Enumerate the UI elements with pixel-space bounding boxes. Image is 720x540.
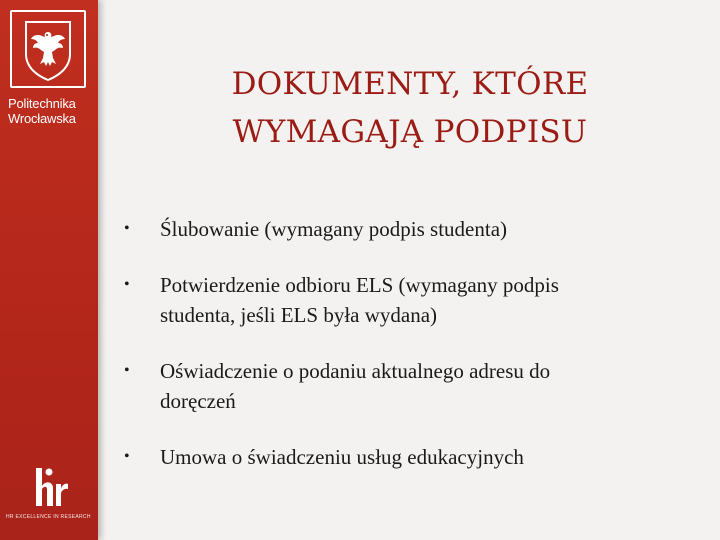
bullet-icon: • [124,362,130,379]
list-item [120,442,690,472]
bullet-text-continued: studenta, jeśli ELS była wydana) [160,303,438,327]
sidebar [0,0,98,540]
brand-line-1: Politechnika [8,96,76,111]
title-line-2: WYMAGAJĄ PODPISU [232,114,588,150]
bullet-list [120,214,690,472]
list-item [120,356,690,416]
crest-frame [10,10,86,88]
bullet-icon: • [124,276,130,293]
bullet-text: Oświadczenie o podaniu aktualnego adresu do [160,359,551,383]
bullet-text: Ślubowanie (wymagany podpis studenta) [160,217,508,241]
eagle-crest-icon [20,18,76,82]
list-item [120,214,690,244]
bullet-icon: • [124,220,130,237]
title-line-1: DOKUMENTY, KTÓRE [231,66,589,102]
hr-excellence-logo-icon [32,466,70,510]
brand-name [8,96,76,126]
bullet-text-continued: doręczeń [160,389,236,413]
page-title [140,60,680,156]
brand-line-2: Wrocławska [8,111,76,126]
list-item [120,270,690,330]
bullet-text: Potwierdzenie odbioru ELS (wymagany podpis [160,273,559,297]
bullet-icon: • [124,448,130,465]
hr-caption: HR EXCELLENCE IN RESEARCH [6,514,91,520]
bullet-text: Umowa o świadczeniu usług edukacyjnych [160,445,524,469]
